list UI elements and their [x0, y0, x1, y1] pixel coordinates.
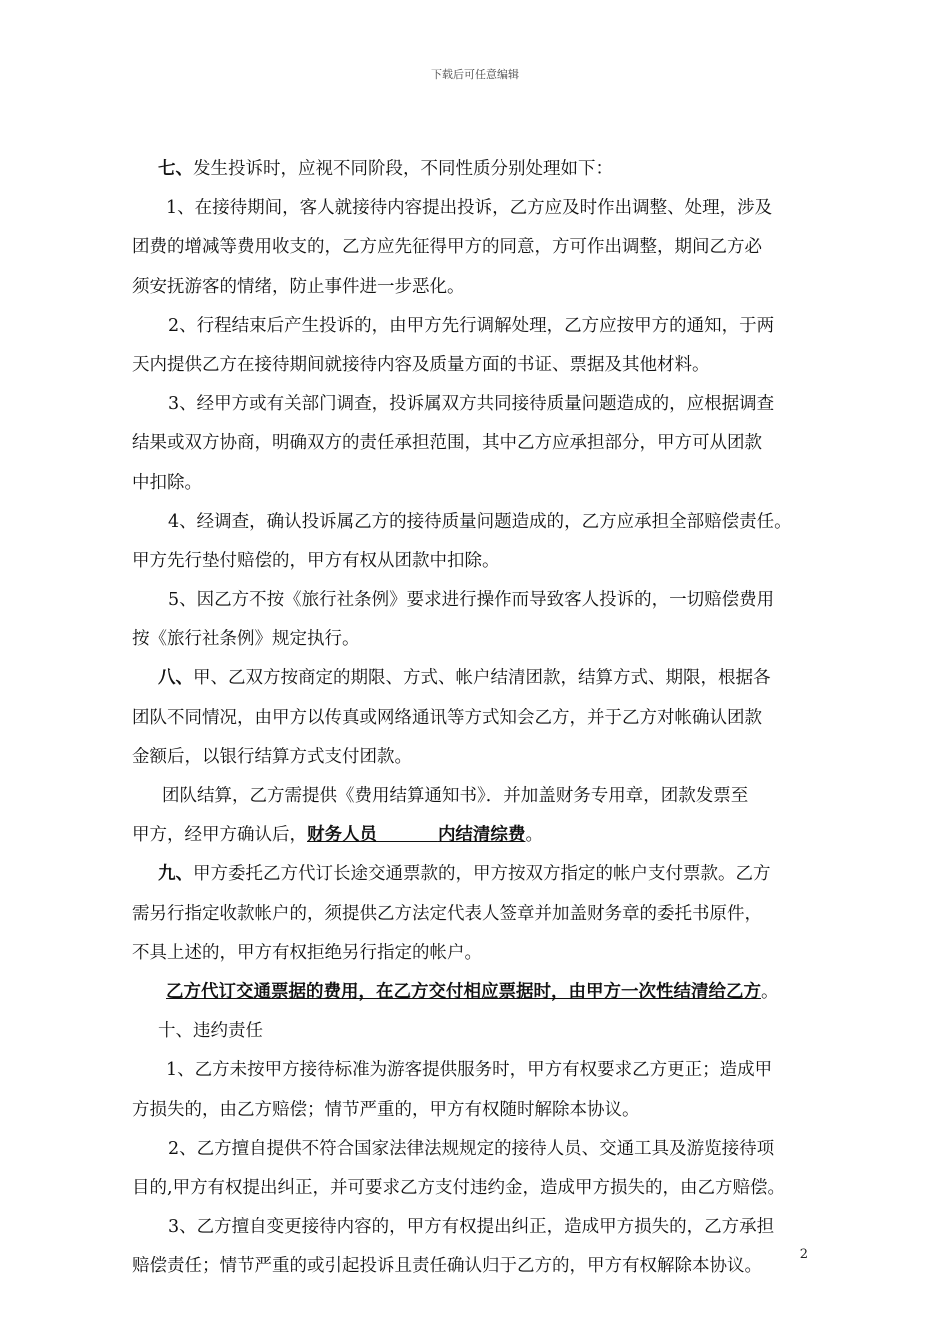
section-8-text: 甲、乙双方按商定的期限、方式、帐户结清团款，结算方式、期限，根据各	[193, 668, 771, 689]
paragraph-line: 金额后，以银行结算方式支付团款。	[132, 746, 412, 767]
section-7-title: 发生投诉时，应视不同阶段，不同性质分别处理如下：	[193, 159, 613, 179]
paragraph-line: 2、乙方擅自提供不符合国家法律法规规定的接待人员、交通工具及游览接待项	[168, 1138, 775, 1159]
page-header: 下载后可任意编辑	[431, 68, 519, 81]
section-10-heading: 十、违约责任	[158, 1021, 263, 1042]
paragraph-line: 目的,甲方有权提出纠正，并可要求乙方支付违约金，造成甲方损失的，由乙方赔偿。	[132, 1177, 786, 1198]
paragraph-line: 天内提供乙方在接待期间就接待内容及质量方面的书证、票据及其他材料。	[132, 354, 710, 375]
paragraph-line: 1、乙方未按甲方接待标准为游客提供服务时，甲方有权要求乙方更正；造成甲	[166, 1060, 773, 1081]
paragraph-line: 团费的增减等费用收支的，乙方应先征得甲方的同意，方可作出调整，期间乙方必	[132, 237, 762, 258]
section-8-first-line	[132, 659, 842, 698]
paragraph-line: 方损失的，由乙方赔偿；情节严重的，甲方有权随时解除本协议。	[132, 1099, 640, 1120]
paragraph-line: 团队结算，乙方需提供《费用结算通知书》．并加盖财务专用章，团款发票至	[162, 786, 749, 806]
section-8-number: 八、	[158, 668, 193, 689]
paragraph-line: 5、因乙方不按《旅行社条例》要求进行操作而导致客人投诉的，一切赔偿费用	[168, 590, 775, 611]
ticket-fee-suffix: 。	[761, 981, 779, 1002]
paragraph-line: 3、乙方擅自变更接待内容的，甲方有权提出纠正，造成甲方损失的，乙方承担	[168, 1217, 775, 1238]
section-9-first-line	[132, 855, 842, 894]
paragraph-line: 3、经甲方或有关部门调查，投诉属双方共同接待质量问题造成的，应根据调查	[168, 394, 775, 415]
paragraph-line: 按《旅行社条例》规定执行。	[132, 629, 360, 650]
paragraph-line: 4、经调查，确认投诉属乙方的接待质量问题造成的，乙方应承担全部赔偿责任。	[168, 511, 792, 532]
ticket-fee-clause: 乙方代订交通票据的费用，在乙方交付相应票据时，由甲方一次性结清给乙方	[166, 981, 761, 1002]
section-9-number: 九、	[158, 864, 193, 885]
paragraph-line: 甲方先行垫付赔偿的，甲方有权从团款中扣除。	[132, 550, 500, 571]
section-9-text: 甲方委托乙方代订长途交通票款的，甲方按双方指定的帐户支付票款。乙方	[193, 864, 771, 885]
settle-fee-label: 内结清综费	[437, 825, 526, 846]
paragraph-line: 赔偿责任；情节严重的或引起投诉且责任确认归于乙方的，甲方有权解除本协议。	[132, 1256, 762, 1277]
blank-underline	[377, 825, 438, 845]
ticket-fee-line	[132, 973, 842, 1012]
settlement-line	[132, 816, 842, 855]
paragraph-line: 结果或双方协商，明确双方的责任承担范围，其中乙方应承担部分，甲方可从团款	[132, 433, 762, 454]
page-number: 2	[799, 1247, 808, 1262]
finance-staff-label: 财务人员	[307, 825, 377, 846]
paragraph-line: 团队不同情况，由甲方以传真或网络通讯等方式知会乙方，并于乙方对帐确认团款	[132, 707, 762, 728]
paragraph-line: 中扣除。	[132, 472, 202, 493]
paragraph-line: 1、在接待期间，客人就接待内容提出投诉，乙方应及时作出调整、处理，涉及	[166, 198, 773, 219]
section-7-number: 七、	[158, 159, 193, 179]
paragraph-line: 须安抚游客的情绪，防止事件进一步恶化。	[132, 276, 465, 297]
settlement-suffix: 。	[525, 825, 543, 846]
paragraph-line: 不具上述的，甲方有权拒绝另行指定的帐户。	[132, 942, 482, 963]
paragraph-line: 2、行程结束后产生投诉的，由甲方先行调解处理，乙方应按甲方的通知，于两	[168, 315, 775, 336]
settlement-prefix: 甲方，经甲方确认后，	[132, 825, 307, 846]
section-7-heading	[132, 150, 842, 189]
paragraph-line: 需另行指定收款帐户的，须提供乙方法定代表人签章并加盖财务章的委托书原件，	[132, 903, 762, 924]
document-body	[132, 150, 842, 1286]
